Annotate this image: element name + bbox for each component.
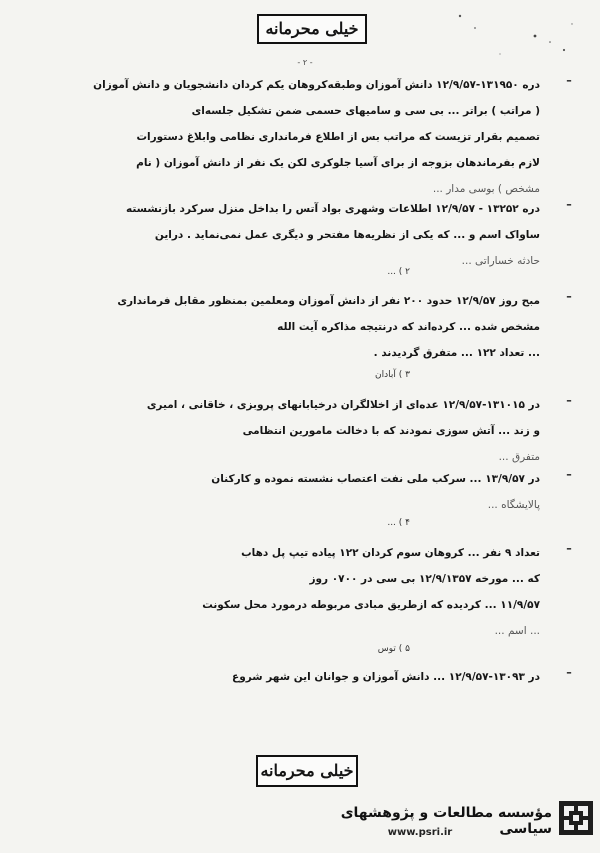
entry-line: که ... مورخه ۱۲/۹/۱۳۵۷ بی سی در ۰۷۰۰ روز (309, 573, 540, 585)
report-entry (70, 196, 572, 274)
entry-line: پالایشگاه ... (487, 499, 540, 511)
entry-line: ساواک اسم و ... که یکی از نظریه‌ها مفتحر و دیگری عمل نمی‌نماید . دراین (154, 229, 540, 241)
report-entry (70, 392, 572, 470)
section-label: ۵ ) توس (377, 644, 410, 654)
report-entry (70, 72, 572, 202)
bullet-dash: – (566, 468, 572, 481)
entry-line: در ۱۳/۹/۵۷ ... سرکب ملی نفت اعتصاب نشسته نموده و کارکنان (211, 473, 540, 485)
entry-line: در ۱۳۱۰۱۵-۱۲/۹/۵۷ عده‌ای از اخلالگران درخیابانهای پروبزی ، خاقانی ، امیری (146, 399, 540, 411)
institution-logo-icon (559, 801, 593, 835)
entry-line: ( مراتب ) براتر ... بی سی و سامیهای حسمی ضمن تشکیل جلسه‌ای (191, 105, 540, 117)
entry-line: دره ۱۳۲۵۲ - ۱۲/۹/۵۷ اطلاعات وشهری بواد آتس را بداخل منزل سرکرد بازنشسته (126, 203, 540, 215)
bullet-dash: – (566, 542, 572, 555)
entry-line: و زند ... آتش سوزی نمودند که با دخالت مامورین انتظامی (242, 425, 540, 437)
bullet-dash: – (566, 74, 572, 87)
entry-line: مشخص شده ... کرده‌اند که درنتیجه مذاکره آیت الله (277, 321, 540, 333)
report-entry (70, 664, 572, 690)
bullet-dash: – (566, 290, 572, 303)
footer-institution-name: مؤسسه مطالعات و پژوهشهای سیاسی (340, 805, 552, 837)
bullet-dash: – (566, 198, 572, 211)
entry-line: لازم بفرماندهان بزوجه از برای آسیا جلوکری لکن یک نفر از دانش آموزان ( نام (136, 157, 540, 169)
report-entry (70, 540, 572, 644)
paper-specks (440, 6, 590, 76)
entry-line: مشخص ) بوسی مدار ... (432, 183, 540, 195)
entry-line: تصمیم بقرار تزیست که مراتب بس از اطلاع فرمانداری نظامی وابلاغ دستورات (136, 131, 540, 143)
entry-line: مبح روز ۱۲/۹/۵۷ حدود ۲۰۰ نفر از دانش آموزان ومعلمین بمنظور مقابل فرمانداری (117, 295, 540, 307)
classification-stamp-bottom: خیلی محرمانه (256, 755, 358, 787)
entry-line: دره ۱۳۱۹۵۰-۱۲/۹/۵۷ دانش آموزان وطبقه‌کروهان یکم کردان دانشجویان و دانش آموزان (93, 79, 540, 91)
report-entry (70, 466, 572, 518)
page-number: - ۲ - (297, 58, 313, 67)
entry-line: متفرق ... (498, 451, 540, 463)
section-label: ۴ ) ... (387, 518, 410, 528)
report-entry (70, 288, 572, 366)
entry-line: در ۱۳۰۹۳-۱۲/۹/۵۷ ... دانش آموزان و جوانان این شهر شروع (232, 671, 540, 683)
entry-line: ... تعداد ۱۲۲ ... متفرق گردیدند . (373, 347, 540, 359)
section-label: ۲ ) ... (387, 267, 410, 277)
footer-url[interactable]: www.psri.ir (387, 827, 453, 838)
classification-stamp-top: خیلی محرمانه (257, 14, 367, 44)
bullet-dash: – (566, 666, 572, 679)
entry-line: ... اسم ... (494, 625, 540, 637)
entry-line: ۱۱/۹/۵۷ ... کردیده که ازطریق مبادی مربوطه درمورد محل سکونت (202, 599, 540, 611)
entry-line: تعداد ۹ نفر ... کروهان سوم کردان ۱۲۲ پیاده تیپ پل دهاب (241, 547, 540, 559)
bullet-dash: – (566, 394, 572, 407)
entry-line: حادثه خساراتی ... (461, 255, 540, 267)
section-label: ۳ ) آبادان (375, 370, 410, 380)
